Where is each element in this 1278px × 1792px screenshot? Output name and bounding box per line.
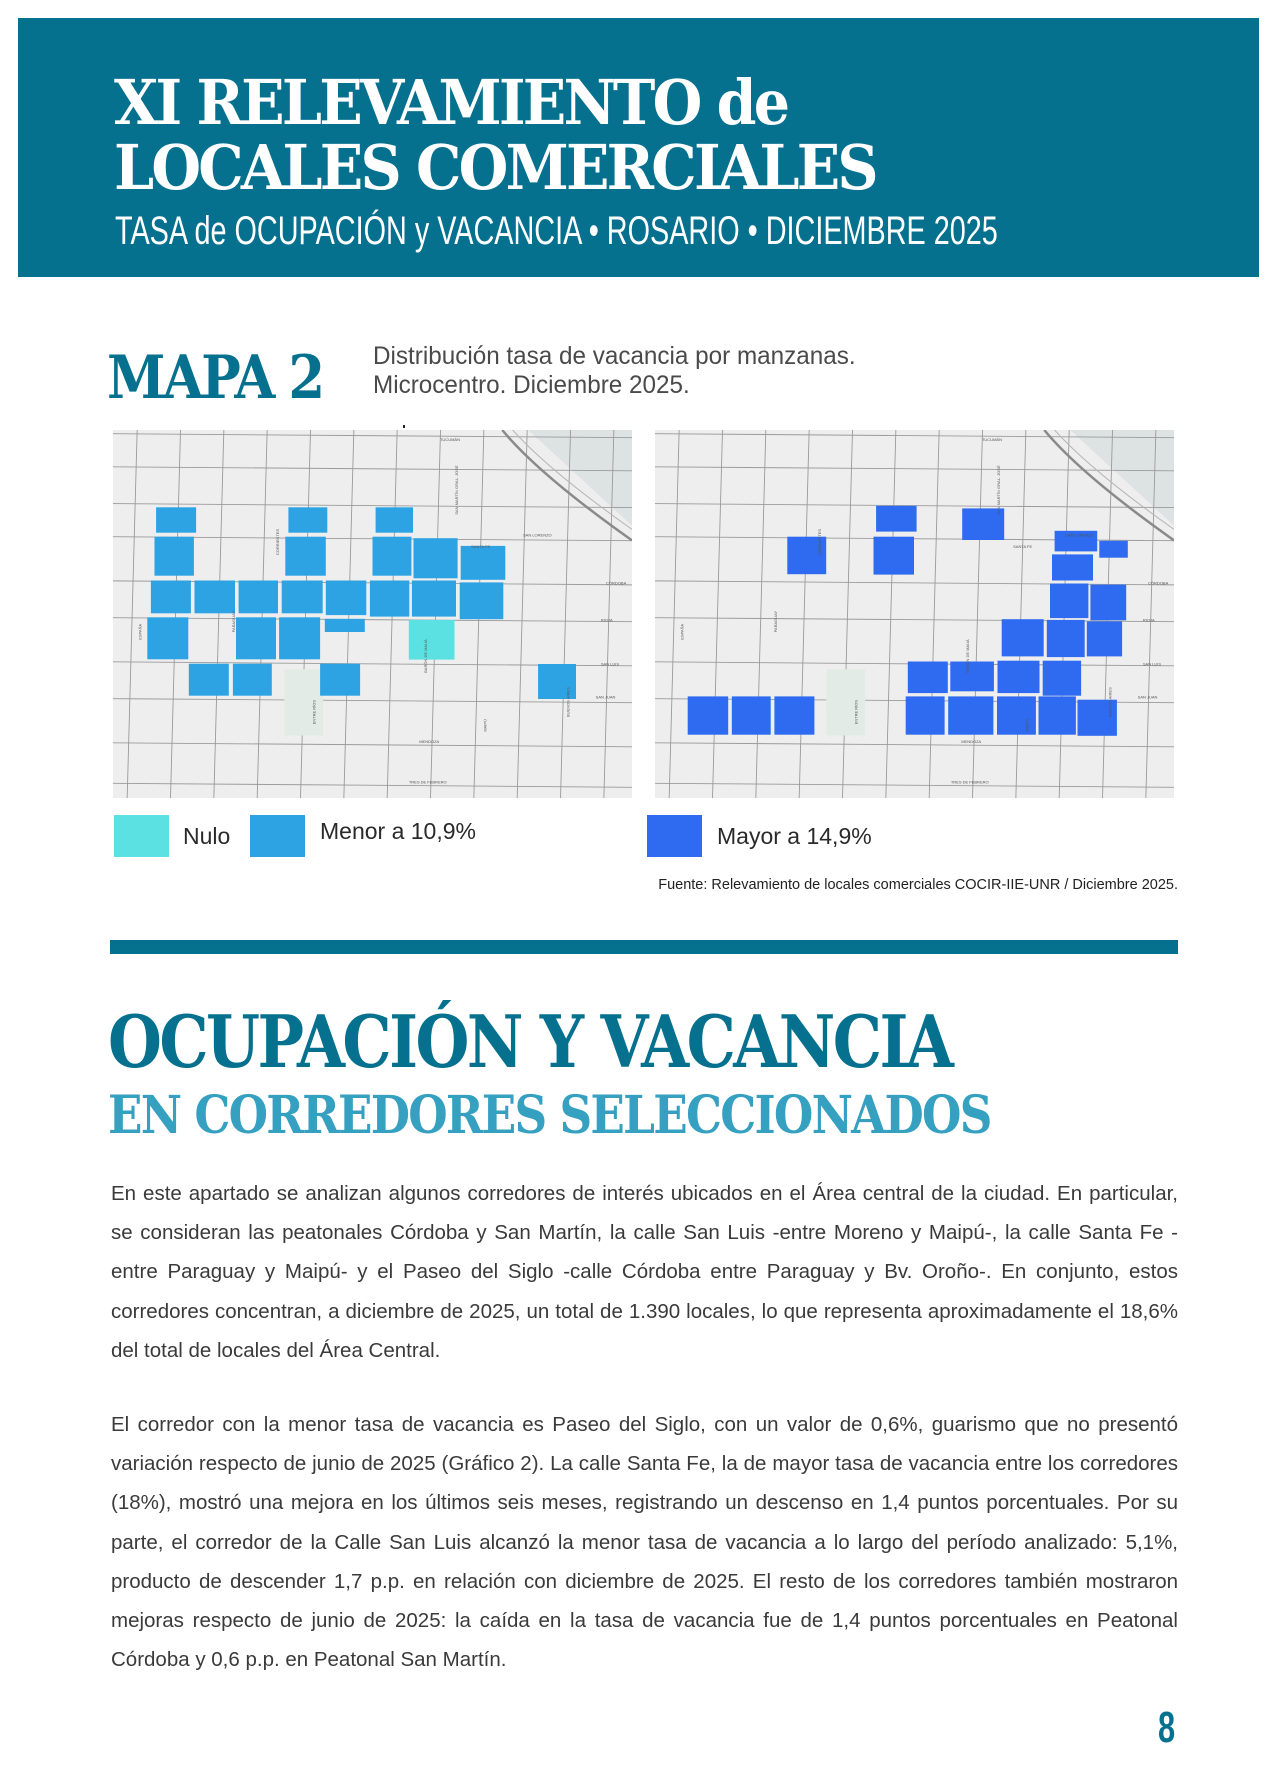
city-block-mayor — [732, 696, 771, 734]
city-block-mayor — [1052, 554, 1093, 580]
map-description — [373, 342, 856, 400]
street-label: ESPAÑA — [679, 623, 685, 640]
city-block-menor — [279, 617, 320, 659]
body-paragraph-1: En este apartado se analizan algunos corredores de interés ubicados en el Área central de la ciudad. En particular, se consideran las peatonales Córdoba y San Martín, la calle San Luis -entre Moreno y Maipú-, la calle Santa Fe -entre Paraguay y Maipú- y el Paseo del Siglo -calle Córdoba entre Paraguay y Bv. Oroño-. En conjunto, estos corredores concentran, a diciembre de 2025, un total de 1.390 locales, lo que representa aproximadamente el 18,6% del total de locales del Área Central. — [111, 1182, 1178, 1362]
street-label: SAN MARTÍN GRAL. JOSÉ — [996, 465, 1002, 515]
vacancy-map-high — [655, 430, 1174, 798]
city-block-mayor — [908, 662, 948, 694]
vacancy-map-low — [113, 430, 632, 798]
city-block-menor — [233, 664, 272, 696]
city-block-menor — [236, 617, 276, 659]
legend-swatch-menor — [250, 815, 305, 857]
city-block-mayor — [906, 696, 945, 734]
city-block-mayor — [997, 696, 1036, 734]
map-right-canvas — [655, 430, 1174, 798]
city-block-mayor — [874, 537, 915, 575]
report-title-line2: LOCALES COMERCIALES — [114, 131, 876, 204]
street-label: RIOJA — [1142, 617, 1155, 623]
report-title-line1: XI RELEVAMIENTO de — [114, 66, 788, 139]
city-block-mayor — [950, 662, 994, 692]
street-label: SAN LUIS — [1142, 661, 1162, 667]
city-block-mayor — [1002, 619, 1044, 656]
city-block-menor — [414, 538, 458, 578]
city-block-mayor — [1050, 584, 1088, 619]
street-label: SAN MARTÍN GRAL. JOSÉ — [454, 465, 460, 515]
city-block-menor — [376, 507, 413, 532]
street-label: TRES DE FEBRERO — [950, 779, 989, 785]
city-block-mayor — [948, 696, 993, 734]
city-block-mayor — [998, 661, 1040, 693]
plaza — [826, 669, 865, 706]
street-label: SANTA FE — [1013, 543, 1033, 549]
plaza — [284, 669, 323, 706]
section-divider — [110, 940, 1178, 954]
city-block-menor — [189, 664, 229, 696]
section-subtitle: EN CORREDORES SELECCIONADOS — [108, 1085, 991, 1146]
city-block-menor — [412, 581, 456, 617]
city-block-menor — [325, 619, 365, 632]
street-label: ENTRE RÍOS — [853, 699, 859, 725]
street-label: SAN LORENZO — [523, 532, 552, 538]
city-block-mayor — [774, 696, 814, 734]
report-subtitle: TASA de OCUPACIÓN y VACANCIA • ROSARIO • DICIEMBRE 2025 — [115, 209, 998, 253]
street-label: PARAGUAY — [230, 610, 236, 633]
street-label: TUCUMÁN — [439, 437, 460, 443]
street-label: MENDOZA — [961, 738, 982, 744]
street-label: RIOJA — [600, 617, 613, 623]
city-block-mayor — [1047, 620, 1085, 657]
map-description-line2: Microcentro. Diciembre 2025. — [373, 371, 690, 399]
city-block-menor — [151, 581, 191, 614]
city-block-menor — [288, 507, 327, 532]
city-block-mayor — [1099, 541, 1128, 558]
city-block-mayor — [1090, 585, 1126, 621]
street-label: CORRIENTES — [275, 528, 281, 556]
street-label: MAIPÚ — [482, 719, 488, 732]
city-block-mayor — [876, 506, 917, 532]
city-block-menor — [285, 537, 326, 576]
map-left-canvas — [113, 430, 632, 798]
city-block-nulo — [409, 620, 455, 660]
plaza — [284, 699, 323, 735]
street-label: BARÓN DE MAUÁ — [964, 639, 970, 673]
street-label: SAN JUAN — [1137, 694, 1158, 700]
section-title: OCUPACIÓN Y VACANCIA — [108, 999, 952, 1084]
stray-dot — [403, 425, 405, 428]
legend-label-menor: Menor a 10,9% — [320, 818, 476, 844]
map-description-line1: Distribución tasa de vacancia por manzanas. — [373, 342, 856, 370]
street-label: CÓRDOBA — [1148, 580, 1169, 586]
legend-label-mayor: Mayor a 14,9% — [717, 823, 872, 849]
page-number: 8 — [1158, 1703, 1176, 1752]
city-block-menor — [195, 581, 236, 614]
city-block-menor — [370, 581, 409, 617]
street-label: PARAGUAY — [772, 610, 778, 633]
city-block-menor — [282, 581, 323, 614]
city-block-mayor — [688, 696, 729, 734]
street-label: BUENOS AIRES — [565, 687, 571, 718]
city-block-menor — [460, 582, 504, 619]
source-note: Fuente: Relevamiento de locales comerciales COCIR-IIE-UNR / Diciembre 2025. — [658, 877, 1178, 893]
legend-swatch-nulo — [114, 815, 169, 857]
city-block-menor — [239, 581, 278, 614]
legend-label-nulo: Nulo — [183, 823, 231, 849]
plaza — [826, 699, 865, 735]
street-label: MAIPÚ — [1024, 719, 1030, 732]
street-label: TRES DE FEBRERO — [408, 779, 447, 785]
legend-swatch-mayor — [647, 815, 702, 857]
street-label: SAN JUAN — [595, 694, 616, 700]
header-banner — [18, 18, 1259, 277]
street-label: CORRIENTES — [817, 528, 823, 556]
city-block-menor — [373, 537, 412, 576]
street-label: CÓRDOBA — [606, 580, 627, 586]
city-block-menor — [147, 617, 188, 659]
street-label: BUENOS AIRES — [1107, 687, 1113, 718]
street-label: MENDOZA — [419, 738, 440, 744]
city-block-menor — [155, 537, 194, 576]
street-label: SAN LUIS — [600, 661, 620, 667]
city-block-menor — [320, 664, 360, 696]
street-label: ENTRE RÍOS — [311, 699, 317, 725]
city-block-menor — [156, 507, 196, 532]
city-block-mayor — [1039, 696, 1076, 734]
street-label: SAN LORENZO — [1065, 532, 1094, 538]
street-label: ESPAÑA — [137, 623, 143, 640]
street-label: BARÓN DE MAUÁ — [422, 639, 428, 673]
street-label: SANTA FE — [471, 543, 491, 549]
city-block-menor — [461, 543, 506, 580]
map-label: MAPA 2 — [107, 343, 323, 413]
city-block-mayor — [1043, 661, 1081, 696]
body-paragraph-2: El corredor con la menor tasa de vacancia es Paseo del Siglo, con un valor de 0,6%, guarismo que no presentó variación respecto de junio de 2025 (Gráfico 2). La calle Santa Fe, la de mayor tasa de vacancia entre los corredores (18%), mostró una mejora en los últimos seis meses, registrando un descenso en 1,4 puntos porcentuales. Por su parte, el corredor de la Calle San Luis alcanzó la menor tasa de vacancia a lo largo del período analizado: 5,1%, producto de descender 1,7 p.p. en relación con diciembre de 2025. El resto de los corredores también mostraron mejoras respecto de junio de 2025: la caída en la tasa de vacancia fue de 1,4 puntos porcentuales en Peatonal Córdoba y 0,6 p.p. en Peatonal San Martín. — [111, 1413, 1178, 1672]
city-block-mayor — [1087, 621, 1122, 656]
city-block-menor — [326, 581, 367, 616]
street-label: TUCUMÁN — [981, 437, 1002, 443]
